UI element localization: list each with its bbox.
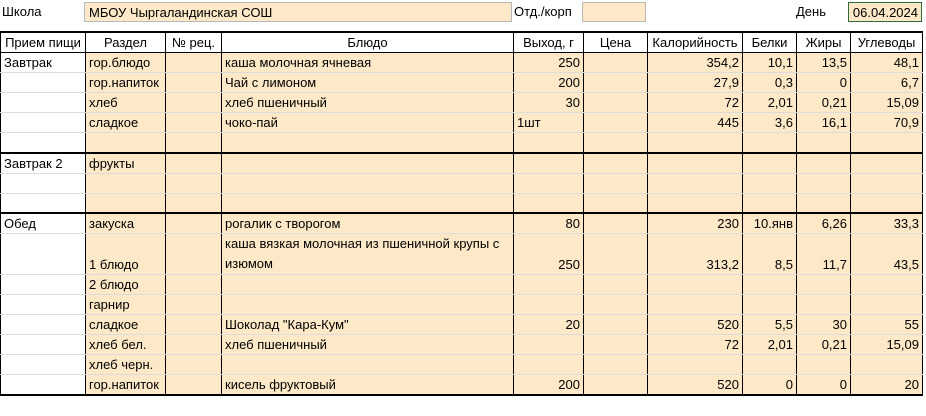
calories-cell[interactable] bbox=[648, 173, 743, 193]
section-cell[interactable] bbox=[86, 173, 166, 193]
protein-cell[interactable] bbox=[743, 295, 797, 315]
recipe-cell[interactable] bbox=[166, 73, 222, 93]
table-row bbox=[1, 355, 923, 375]
fat-cell[interactable] bbox=[797, 275, 851, 295]
table-row bbox=[1, 335, 923, 355]
output-cell[interactable] bbox=[514, 193, 584, 213]
fat-cell[interactable]: 0,21 bbox=[797, 93, 851, 113]
meal-cell[interactable] bbox=[1, 335, 86, 355]
meal-cell[interactable]: Завтрак bbox=[1, 53, 86, 73]
section-cell[interactable]: гор.блюдо bbox=[86, 53, 166, 73]
dish-cell[interactable]: хлеб пшеничный bbox=[222, 93, 514, 113]
price-cell[interactable] bbox=[584, 295, 648, 315]
fat-cell[interactable] bbox=[797, 193, 851, 213]
protein-cell[interactable]: 0 bbox=[743, 375, 797, 396]
recipe-cell[interactable] bbox=[166, 335, 222, 355]
calories-cell[interactable]: 354,2 bbox=[648, 53, 743, 73]
carbs-cell[interactable]: 6,7 bbox=[851, 73, 923, 93]
carbs-cell[interactable] bbox=[851, 133, 923, 153]
calories-cell[interactable]: 72 bbox=[648, 335, 743, 355]
price-cell[interactable] bbox=[584, 53, 648, 73]
table-row bbox=[1, 73, 923, 93]
carbs-cell[interactable]: 43,5 bbox=[851, 234, 923, 275]
protein-cell[interactable] bbox=[743, 153, 797, 174]
col-header-section: Раздел bbox=[86, 32, 166, 53]
carbs-cell[interactable] bbox=[851, 295, 923, 315]
protein-cell[interactable] bbox=[743, 355, 797, 375]
protein-cell[interactable] bbox=[743, 173, 797, 193]
dish-cell[interactable] bbox=[222, 295, 514, 315]
meal-cell[interactable]: Обед bbox=[1, 213, 86, 234]
table-row bbox=[1, 53, 923, 73]
table-row bbox=[1, 295, 923, 315]
price-cell[interactable] bbox=[584, 93, 648, 113]
output-cell[interactable]: 80 bbox=[514, 213, 584, 234]
col-header-calories: Калорийность bbox=[648, 32, 743, 53]
output-cell[interactable]: 20 bbox=[514, 315, 584, 335]
dish-cell[interactable] bbox=[222, 275, 514, 295]
calories-cell[interactable] bbox=[648, 355, 743, 375]
col-header-protein: Белки bbox=[743, 32, 797, 53]
fat-cell[interactable]: 16,1 bbox=[797, 113, 851, 133]
output-cell[interactable]: 250 bbox=[514, 53, 584, 73]
price-cell[interactable] bbox=[584, 73, 648, 93]
school-label: Школа bbox=[2, 4, 42, 19]
dish-cell[interactable] bbox=[222, 193, 514, 213]
col-header-price: Цена bbox=[584, 32, 648, 53]
protein-cell[interactable]: 3,6 bbox=[743, 113, 797, 133]
dept-field[interactable] bbox=[582, 2, 646, 22]
output-cell[interactable] bbox=[514, 133, 584, 153]
output-cell[interactable]: 250 bbox=[514, 234, 584, 275]
recipe-cell[interactable] bbox=[166, 173, 222, 193]
fat-cell[interactable]: 0 bbox=[797, 375, 851, 396]
col-header-meal: Прием пищи bbox=[1, 32, 86, 53]
col-header-output: Выход, г bbox=[514, 32, 584, 53]
meal-cell[interactable] bbox=[1, 355, 86, 375]
table-row bbox=[1, 315, 923, 335]
section-cell[interactable]: сладкое bbox=[86, 113, 166, 133]
dish-cell[interactable]: каша вязкая молочная из пшеничной крупы с изюмом bbox=[222, 234, 514, 275]
recipe-cell[interactable] bbox=[166, 113, 222, 133]
dept-label: Отд./корп bbox=[514, 4, 572, 19]
output-cell[interactable] bbox=[514, 275, 584, 295]
recipe-cell[interactable] bbox=[166, 275, 222, 295]
meal-cell[interactable] bbox=[1, 193, 86, 213]
recipe-cell[interactable] bbox=[166, 213, 222, 234]
fat-cell[interactable]: 0 bbox=[797, 73, 851, 93]
price-cell[interactable] bbox=[584, 153, 648, 174]
recipe-cell[interactable] bbox=[166, 375, 222, 396]
section-cell[interactable]: сладкое bbox=[86, 315, 166, 335]
section-cell[interactable]: хлеб черн. bbox=[86, 355, 166, 375]
price-cell[interactable] bbox=[584, 275, 648, 295]
dish-cell[interactable] bbox=[222, 133, 514, 153]
fat-cell[interactable]: 0,21 bbox=[797, 335, 851, 355]
recipe-cell[interactable] bbox=[166, 53, 222, 73]
price-cell[interactable] bbox=[584, 234, 648, 275]
protein-cell[interactable] bbox=[743, 193, 797, 213]
header-bar bbox=[0, 0, 926, 24]
section-cell[interactable]: 1 блюдо bbox=[86, 234, 166, 275]
price-cell[interactable] bbox=[584, 193, 648, 213]
fat-cell[interactable]: 11,7 bbox=[797, 234, 851, 275]
dish-cell[interactable]: каша молочная ячневая bbox=[222, 53, 514, 73]
day-label: День bbox=[796, 4, 826, 19]
output-cell[interactable]: 1шт bbox=[514, 113, 584, 133]
dish-cell[interactable]: кисель фруктовый bbox=[222, 375, 514, 396]
protein-cell[interactable]: 10,1 bbox=[743, 53, 797, 73]
output-cell[interactable]: 30 bbox=[514, 93, 584, 113]
protein-cell[interactable]: 2,01 bbox=[743, 93, 797, 113]
price-cell[interactable] bbox=[584, 315, 648, 335]
section-cell[interactable]: фрукты bbox=[86, 153, 166, 174]
recipe-cell[interactable] bbox=[166, 93, 222, 113]
meal-cell[interactable] bbox=[1, 315, 86, 335]
menu-table bbox=[0, 31, 923, 396]
col-header-carbs: Углеводы bbox=[851, 32, 923, 53]
carbs-cell[interactable]: 20 bbox=[851, 375, 923, 396]
section-cell[interactable]: гор.напиток bbox=[86, 375, 166, 396]
header-row bbox=[1, 32, 923, 53]
table-row bbox=[1, 153, 923, 174]
carbs-cell[interactable] bbox=[851, 193, 923, 213]
dish-cell[interactable]: рогалик с творогом bbox=[222, 213, 514, 234]
price-cell[interactable] bbox=[584, 355, 648, 375]
dish-cell[interactable] bbox=[222, 355, 514, 375]
carbs-cell[interactable] bbox=[851, 275, 923, 295]
dish-cell[interactable]: хлеб пшеничный bbox=[222, 335, 514, 355]
fat-cell[interactable] bbox=[797, 153, 851, 174]
col-header-dish: Блюдо bbox=[222, 32, 514, 53]
fat-cell[interactable]: 30 bbox=[797, 315, 851, 335]
calories-cell[interactable] bbox=[648, 295, 743, 315]
fat-cell[interactable]: 13,5 bbox=[797, 53, 851, 73]
recipe-cell[interactable] bbox=[166, 193, 222, 213]
section-cell[interactable]: хлеб бел. bbox=[86, 335, 166, 355]
dish-cell[interactable]: Чай с лимоном bbox=[222, 73, 514, 93]
col-header-recipe: № рец. bbox=[166, 32, 222, 53]
recipe-cell[interactable] bbox=[166, 153, 222, 174]
meal-cell[interactable] bbox=[1, 133, 86, 153]
carbs-cell[interactable] bbox=[851, 355, 923, 375]
meal-cell[interactable] bbox=[1, 375, 86, 396]
table-row bbox=[1, 113, 923, 133]
protein-cell[interactable]: 5,5 bbox=[743, 315, 797, 335]
carbs-cell[interactable]: 55 bbox=[851, 315, 923, 335]
recipe-cell[interactable] bbox=[166, 295, 222, 315]
carbs-cell[interactable]: 15,09 bbox=[851, 335, 923, 355]
dish-cell[interactable] bbox=[222, 153, 514, 174]
recipe-cell[interactable] bbox=[166, 355, 222, 375]
col-header-fat: Жиры bbox=[797, 32, 851, 53]
carbs-cell[interactable]: 70,9 bbox=[851, 113, 923, 133]
protein-cell[interactable] bbox=[743, 133, 797, 153]
dish-cell[interactable]: чоко-пай bbox=[222, 113, 514, 133]
recipe-cell[interactable] bbox=[166, 234, 222, 275]
day-field[interactable]: 06.04.2024 bbox=[848, 2, 922, 22]
table-row bbox=[1, 275, 923, 295]
output-cell[interactable]: 200 bbox=[514, 73, 584, 93]
calories-cell[interactable]: 72 bbox=[648, 93, 743, 113]
school-field[interactable]: МБОУ Чыргаландинская СОШ bbox=[84, 2, 512, 22]
dish-cell[interactable] bbox=[222, 173, 514, 193]
meal-cell[interactable]: Завтрак 2 bbox=[1, 153, 86, 174]
output-cell[interactable] bbox=[514, 335, 584, 355]
table-row bbox=[1, 133, 923, 153]
section-cell[interactable] bbox=[86, 133, 166, 153]
table-row bbox=[1, 213, 923, 234]
protein-cell[interactable]: 2,01 bbox=[743, 335, 797, 355]
meal-cell[interactable] bbox=[1, 275, 86, 295]
calories-cell[interactable] bbox=[648, 193, 743, 213]
price-cell[interactable] bbox=[584, 213, 648, 234]
price-cell[interactable] bbox=[584, 113, 648, 133]
meal-cell[interactable] bbox=[1, 73, 86, 93]
table-row bbox=[1, 173, 923, 193]
section-cell[interactable]: гор.напиток bbox=[86, 73, 166, 93]
section-cell[interactable]: хлеб bbox=[86, 93, 166, 113]
protein-cell[interactable]: 8,5 bbox=[743, 234, 797, 275]
table-row bbox=[1, 375, 923, 396]
recipe-cell[interactable] bbox=[166, 315, 222, 335]
meal-cell[interactable] bbox=[1, 173, 86, 193]
carbs-cell[interactable] bbox=[851, 173, 923, 193]
price-cell[interactable] bbox=[584, 173, 648, 193]
calories-cell[interactable]: 313,2 bbox=[648, 234, 743, 275]
fat-cell[interactable] bbox=[797, 173, 851, 193]
calories-cell[interactable] bbox=[648, 153, 743, 174]
table-row bbox=[1, 93, 923, 113]
price-cell[interactable] bbox=[584, 375, 648, 396]
meal-cell[interactable] bbox=[1, 234, 86, 275]
calories-cell[interactable]: 520 bbox=[648, 375, 743, 396]
section-cell[interactable]: закуска bbox=[86, 213, 166, 234]
fat-cell[interactable]: 6,26 bbox=[797, 213, 851, 234]
calories-cell[interactable] bbox=[648, 133, 743, 153]
output-cell[interactable]: 200 bbox=[514, 375, 584, 396]
output-cell[interactable] bbox=[514, 295, 584, 315]
meal-cell[interactable] bbox=[1, 295, 86, 315]
carbs-cell[interactable]: 15,09 bbox=[851, 93, 923, 113]
fat-cell[interactable] bbox=[797, 295, 851, 315]
output-cell[interactable] bbox=[514, 153, 584, 174]
section-cell[interactable]: 2 блюдо bbox=[86, 275, 166, 295]
meal-cell[interactable] bbox=[1, 113, 86, 133]
carbs-cell[interactable]: 48,1 bbox=[851, 53, 923, 73]
section-cell[interactable] bbox=[86, 193, 166, 213]
price-cell[interactable] bbox=[584, 133, 648, 153]
protein-cell[interactable] bbox=[743, 275, 797, 295]
price-cell[interactable] bbox=[584, 335, 648, 355]
table-row bbox=[1, 234, 923, 275]
table-row bbox=[1, 193, 923, 213]
calories-cell[interactable]: 230 bbox=[648, 213, 743, 234]
calories-cell[interactable]: 520 bbox=[648, 315, 743, 335]
meal-cell[interactable] bbox=[1, 93, 86, 113]
recipe-cell[interactable] bbox=[166, 133, 222, 153]
output-cell[interactable] bbox=[514, 355, 584, 375]
output-cell[interactable] bbox=[514, 173, 584, 193]
dish-cell[interactable]: Шоколад "Кара-Кум" bbox=[222, 315, 514, 335]
carbs-cell[interactable] bbox=[851, 153, 923, 174]
section-cell[interactable]: гарнир bbox=[86, 295, 166, 315]
calories-cell[interactable] bbox=[648, 275, 743, 295]
fat-cell[interactable] bbox=[797, 133, 851, 153]
protein-cell[interactable]: 0,3 bbox=[743, 73, 797, 93]
fat-cell[interactable] bbox=[797, 355, 851, 375]
calories-cell[interactable]: 27,9 bbox=[648, 73, 743, 93]
calories-cell[interactable]: 445 bbox=[648, 113, 743, 133]
carbs-cell[interactable]: 33,3 bbox=[851, 213, 923, 234]
protein-cell[interactable]: 10.янв bbox=[743, 213, 797, 234]
